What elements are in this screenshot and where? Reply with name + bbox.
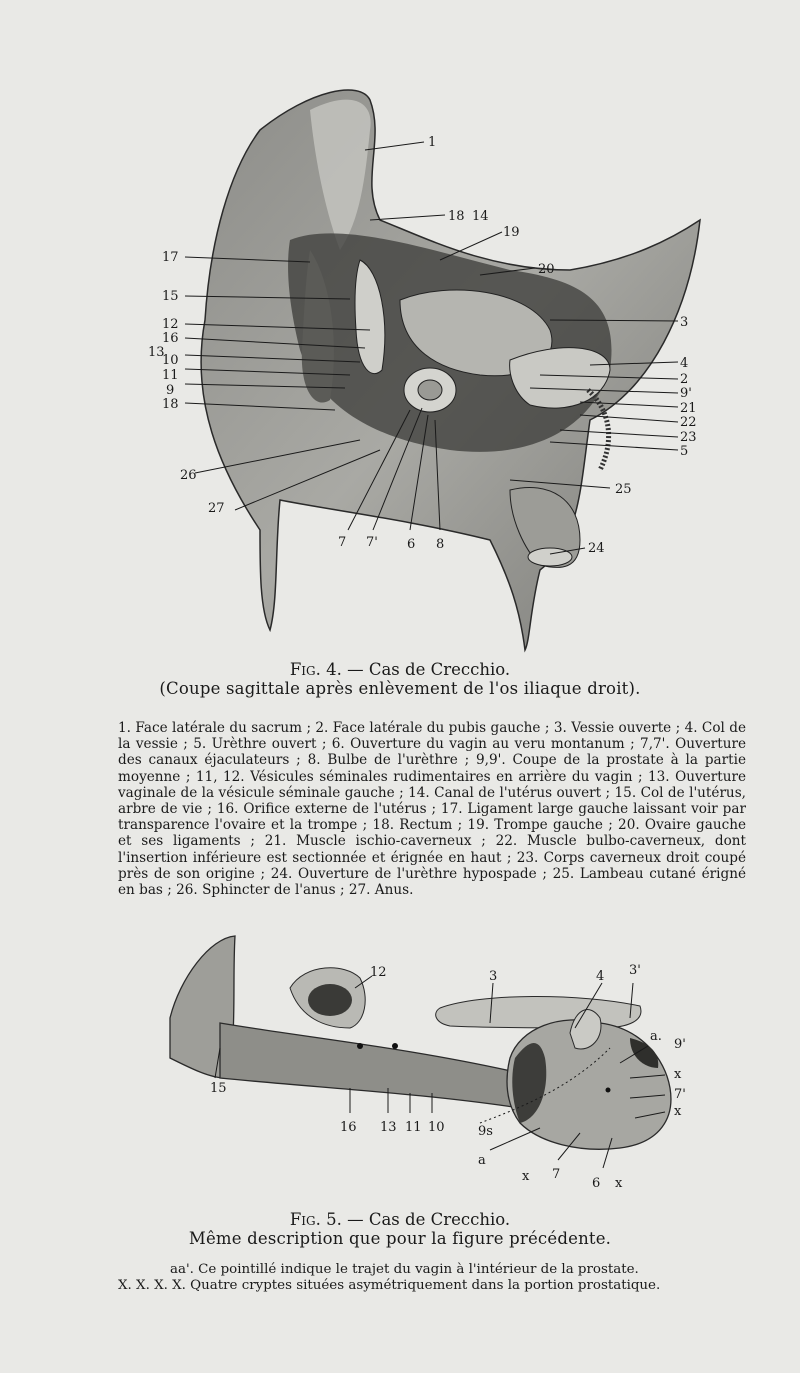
label-1: 1: [428, 135, 437, 150]
label-3: 3: [680, 315, 689, 330]
fig5-label-a: a: [478, 1153, 486, 1168]
label-18: 18: [448, 209, 465, 224]
label-11: 11: [162, 368, 179, 383]
figure-5-title: Cas de Crecchio.: [368, 1210, 511, 1229]
fig5-label-15: 15: [210, 1081, 227, 1096]
fig5-label-x-1: x: [674, 1067, 682, 1082]
label-22: 22: [680, 415, 697, 430]
label-2: 2: [680, 372, 689, 387]
label-17: 17: [162, 250, 179, 265]
fig5-label-7-prime: 7': [674, 1087, 686, 1102]
label-15: 15: [162, 289, 179, 304]
label-18-rectum: 18: [162, 397, 179, 412]
fig5-label-3-prime: 3': [629, 963, 641, 978]
fig5-label-3: 3: [489, 969, 498, 984]
label-9: 9: [166, 383, 175, 398]
fig5-label-11: 11: [405, 1120, 422, 1135]
label-8: 8: [436, 537, 445, 552]
label-25: 25: [615, 482, 632, 497]
figure-5-note-crypts: X. X. X. X. Quatre cryptes situées asymétriquement dans la portion prostatique.: [118, 1278, 661, 1293]
label-16: 16: [162, 331, 179, 346]
fig5-label-4: 4: [596, 969, 605, 984]
label-12: 12: [162, 317, 179, 332]
label-9-prime: 9': [680, 386, 692, 401]
fig5-label-a-prime: a.: [650, 1029, 662, 1044]
figure-4-illustration: [110, 70, 710, 660]
label-24: 24: [588, 541, 605, 556]
label-10: 10: [162, 353, 179, 368]
fig5-label-6: 6: [592, 1176, 601, 1188]
fig5-label-x-4: x: [615, 1176, 623, 1188]
label-7-prime: 7': [366, 535, 378, 550]
label-4: 4: [680, 356, 689, 371]
fig5-label-10: 10: [428, 1120, 445, 1135]
figure-5-note-aa: aa'. Ce pointillé indique le trajet du vagin à l'intérieur de la prostate.: [170, 1262, 639, 1277]
figure-4-title: Cas de Crecchio.: [368, 660, 511, 679]
figure-4-caption: [0, 660, 800, 698]
figure-4-subtitle: (Coupe sagittale après enlèvement de l'os iliaque droit).: [159, 679, 641, 698]
figure-5-number: Fig. 5. —: [289, 1210, 364, 1229]
label-7: 7: [338, 535, 347, 550]
label-26: 26: [180, 468, 197, 483]
fig5-label-16: 16: [340, 1120, 357, 1135]
label-5: 5: [680, 444, 689, 459]
label-13: 13: [148, 345, 165, 360]
figure-5-notes: [118, 1262, 758, 1294]
label-14: 14: [472, 209, 489, 224]
label-21: 21: [680, 401, 697, 416]
label-20: 20: [538, 262, 555, 277]
fig5-label-9-prime: 9': [674, 1037, 686, 1052]
figure-5-subtitle: Même description que pour la figure précédente.: [188, 1229, 612, 1248]
label-27: 27: [208, 501, 225, 516]
figure-5-caption: [0, 1210, 800, 1248]
label-19: 19: [503, 225, 520, 240]
figure-5-illustration: [160, 928, 700, 1188]
figure-4-legend: 1. Face latérale du sacrum ; 2. Face latérale du pubis gauche ; 3. Vessie ouverte ; 4. Col de la vessie ; 5. Urèthre ouvert ; 6. Ouverture du vagin au veru montanum ; 7,7'. Ouverture des canaux éjaculateurs ; 8. Bulbe de l'urèthre ; 9,9'. Coupe de la prostate à la partie moyenne ; 11, 12. Vésicules séminales rudimentaires en arrière du vagin ; 13. Ouverture vaginale de la vésicule séminale gauche ; 14. Canal de l'utérus ouvert ; 15. Col de l'utérus, arbre de vie ; 16. Orifice externe de l'utérus ; 17. Ligament large gauche laissant voir par transparence l'ovaire et la trompe ; 18. Rectum ; 19. Trompe gauche ; 20. Ovaire gauche et ses ligaments ; 21. Muscle ischio-caverneux ; 22. Muscle bulbo-caverneux, dont l'insertion inférieure est sectionnée et érignée en haut ; 23. Corps caverneux droit coupé près de son origine ; 24. Ouverture de l'urèthre hypospade ; 25. Lambeau cutané érigné en bas ; 26. Sphincter de l'anus ; 27. Anus.: [118, 720, 746, 899]
label-23: 23: [680, 430, 697, 445]
fig5-label-7: 7: [552, 1167, 561, 1182]
fig5-label-x-2: x: [674, 1104, 682, 1119]
fig5-label-9s: 9s: [478, 1124, 493, 1139]
figure-4-number: Fig. 4. —: [289, 660, 364, 679]
label-6: 6: [407, 537, 416, 552]
fig5-label-12: 12: [370, 965, 387, 980]
fig5-label-x-3: x: [522, 1169, 530, 1184]
fig5-label-13: 13: [380, 1120, 397, 1135]
